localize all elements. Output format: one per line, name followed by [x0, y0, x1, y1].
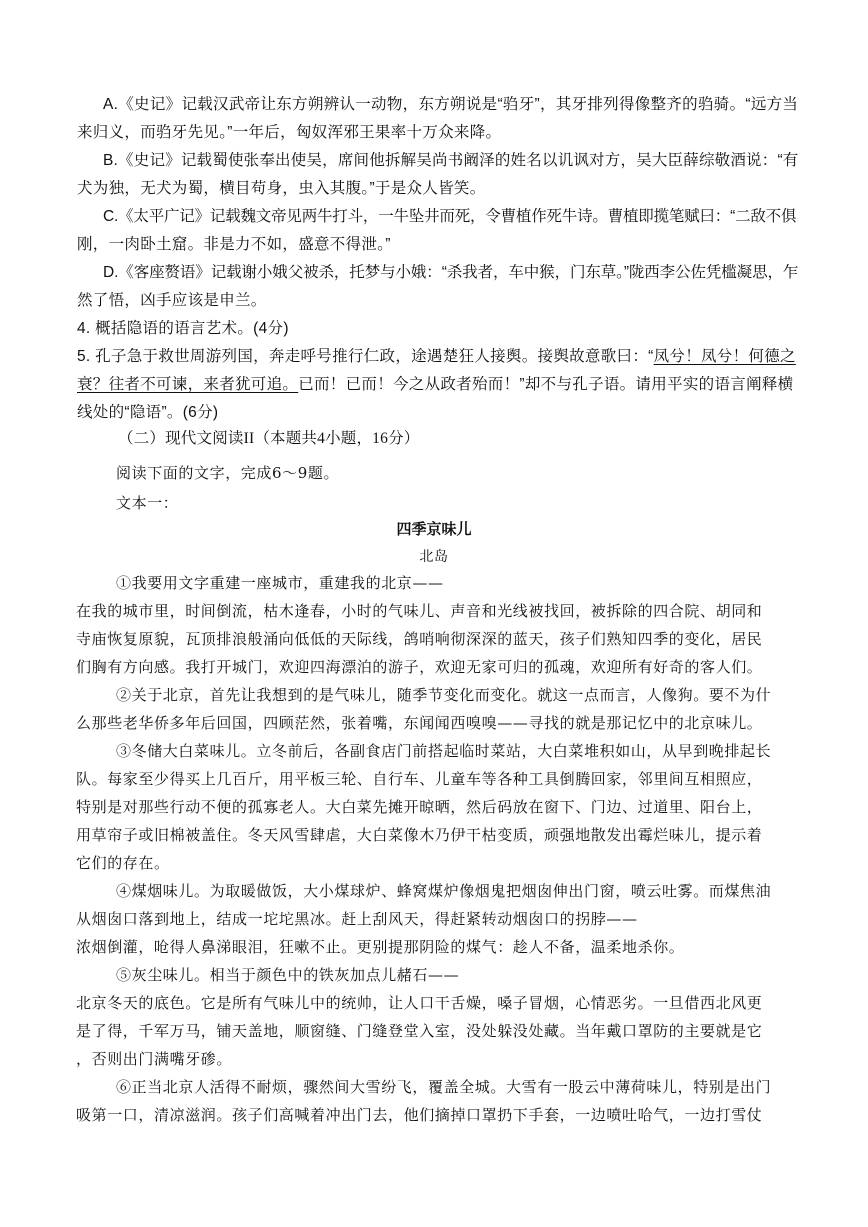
paragraph-5-line-4: ，否则出门满嘴牙碜。 — [76, 1050, 233, 1068]
option-d-line-1: D.《客座赘语》记载谢小娥父被杀，托梦与小娥：“杀我者，车中猴，门东草。”陇西李公佐凭槛凝思，乍 — [103, 264, 799, 281]
paragraph-3-line-4: 用草帘子或旧棉被盖住。冬天风雪肆虐，大白菜像木乃伊干枯变质，顽强地散发出霉烂味儿，提示着 — [76, 826, 763, 844]
paragraph-1-line-2: 在我的城市里，时间倒流，枯木逢春，小时的气味儿、声音和光线被找回，被拆除的四合院、胡同和 — [76, 602, 763, 620]
option-c-line-1: C.《太平广记》记载魏文帝见两牛打斗，一牛坠井而死，令曹植作死牛诗。曹植即揽笔赋曰：“二敌不俱 — [103, 208, 797, 225]
paragraph-3-line-1: ③冬储大白菜味儿。立冬前后，各副食店门前搭起临时菜站，大白菜堆积如山，从早到晚排起长 — [116, 742, 772, 760]
question-5-text: 5. 孔子急于救世周游列国，奔走呼号推行仁政，途遇楚狂人接舆。接舆故意歌曰：“ — [77, 348, 654, 365]
text-label: 文本一： — [116, 494, 179, 512]
question-5-line-1 — [77, 344, 796, 366]
reading-instruction: 阅读下面的文字，完成6～9题。 — [116, 464, 340, 482]
option-d-line-2: 然了悟，凶手应该是申兰。 — [77, 292, 267, 309]
question-5-line-2 — [77, 372, 793, 394]
paragraph-3-line-2: 队。每家至少得买上几百斤，用平板三轮、自行车、儿童车等各种工具倒腾回家，邻里间互相照应， — [76, 770, 763, 788]
option-a-line-1: A.《史记》记载汉武帝让东方朔辨认一动物，东方朔说是“驺牙”，其牙排列得像整齐的驺骑。“远方当 — [103, 96, 799, 113]
paragraph-5-line-1: ⑤灰尘味儿。相当于颜色中的铁灰加点儿赭石—— — [116, 966, 460, 984]
article-author: 北岛 — [419, 549, 449, 565]
option-b-line-2: 犬为独，无犬为蜀，横目苟身，虫入其腹。”于是众人皆笑。 — [77, 180, 486, 197]
paragraph-4-line-2: 从烟囱口落到地上，结成一坨坨黑冰。赶上刮风天，得赶紧转动烟囱口的拐脖—— — [76, 910, 638, 928]
paragraph-2-line-2: 么那些老华侨多年后回国，四顾茫然，张着嘴，东闻闻西嗅嗅——寻找的就是那记忆中的北京味儿。 — [76, 714, 763, 732]
question-4: 4. 概括隐语的语言艺术。(4分) — [77, 320, 289, 337]
paragraph-4-line-1: ④煤烟味儿。为取暖做饭，大小煤球炉、蜂窝煤炉像烟鬼把烟囱伸出门窗，喷云吐雾。而煤焦油 — [116, 882, 772, 900]
question-5-line-3: 线处的“隐语”。(6分) — [77, 404, 219, 421]
underlined-riddle: 凤兮！凤兮！何德之 — [653, 348, 796, 365]
underlined-riddle-cont: 衰？往者不可谏，来者犹可追。 — [77, 376, 299, 393]
option-c-line-2: 刚，一肉卧土窟。非是力不如，盛意不得泄。” — [77, 236, 391, 253]
paragraph-3-line-3: 特别是对那些行动不便的孤寡老人。大白菜先摊开晾晒，然后码放在窗下、门边、过道里、阳台上， — [76, 798, 763, 816]
paragraph-6-line-2: 吸第一口，清凉滋润。孩子们高喊着冲出门去，他们摘掉口罩扔下手套，一边喷吐哈气，一边打雪仗 — [76, 1106, 763, 1124]
paragraph-3-line-5: 它们的存在。 — [76, 854, 170, 872]
paragraph-1-line-4: 们胸有方向感。我打开城门，欢迎四海漂泊的游子，欢迎无家可归的孤魂，欢迎所有好奇的客人们。 — [76, 658, 763, 676]
paragraph-1-line-3: 寺庙恢复原貌，瓦顶排浪般涌向低低的天际线，鸽哨响彻深深的蓝天，孩子们熟知四季的变化，居民 — [76, 630, 763, 648]
paragraph-5-line-2: 北京冬天的底色。它是所有气味儿中的统帅，让人口干舌燥，嗓子冒烟，心情恶劣。一旦借西北风更 — [76, 994, 763, 1012]
article-title: 四季京味儿 — [396, 520, 472, 538]
question-5-text-cont: 已而！已而！今之从政者殆而！”却不与孔子语。请用平实的语言阐释横 — [298, 376, 794, 393]
paragraph-6-line-1: ⑥正当北京人活得不耐烦，骤然间大雪纷飞，覆盖全城。大雪有一股云中薄荷味儿，特别是出门 — [116, 1078, 772, 1096]
option-b-line-1: B.《史记》记载蜀使张奉出使吴，席间他拆解吴尚书阚泽的姓名以讥讽对方，吴大臣薛综敬酒说：“有 — [103, 152, 799, 169]
paragraph-2-line-1: ②关于北京，首先让我想到的是气味儿，随季节变化而变化。就这一点而言，人像狗。要不为什 — [116, 686, 772, 704]
section-heading: （二）现代文阅读II（本题共4小题，16分） — [118, 430, 420, 447]
paragraph-4-line-3: 浓烟倒灌，呛得人鼻涕眼泪，狂嗽不止。更别提那阴险的煤气：趁人不备，温柔地杀你。 — [76, 938, 685, 956]
paragraph-1-line-1: ①我要用文字重建一座城市，重建我的北京—— — [116, 574, 444, 592]
option-a-line-2: 来归义，而驺牙先见。”一年后，匈奴浑邪王果率十万众来降。 — [77, 124, 502, 141]
paragraph-5-line-3: 是了得，千军万马，铺天盖地，顺窗缝、门缝登堂入室，没处躲没处藏。当年戴口罩防的主要就是它 — [76, 1022, 763, 1040]
